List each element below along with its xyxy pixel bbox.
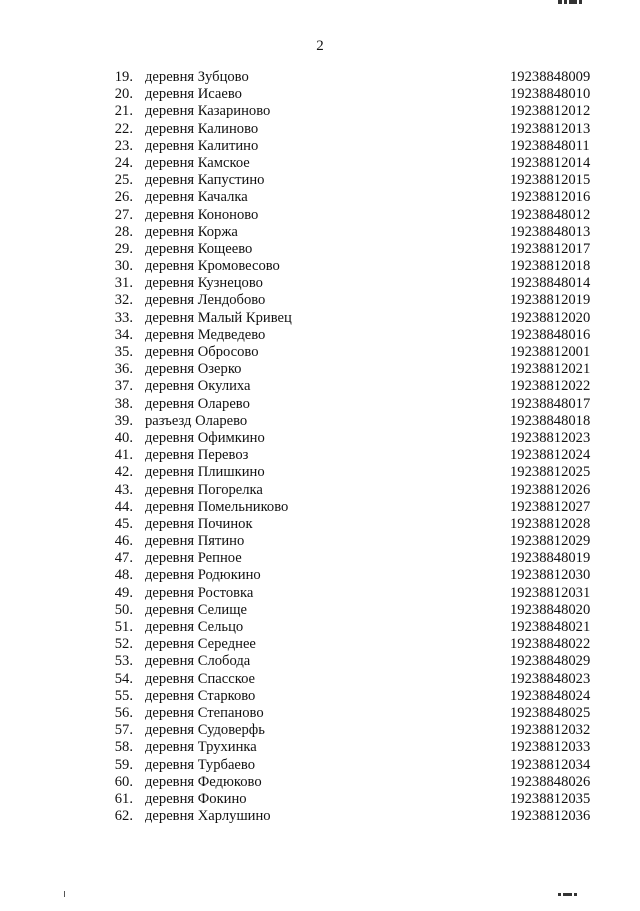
oktmo-code: 19238848010 [510, 86, 591, 103]
settlement-name: деревня Окулиха [145, 378, 251, 395]
item-number: 51. [114, 619, 133, 635]
settlement-name: деревня Казариново [145, 103, 271, 120]
list-item [0, 482, 640, 499]
list-item [0, 224, 640, 241]
page-number: 2 [316, 38, 324, 54]
list-item [0, 550, 640, 567]
oktmo-code: 19238812013 [510, 120, 591, 137]
oktmo-code: 19238812019 [510, 292, 591, 309]
oktmo-code: 19238812031 [510, 584, 591, 601]
item-number: 34. [114, 326, 133, 343]
settlement-name: деревня Зубцово [145, 69, 249, 85]
list-item [0, 636, 640, 653]
item-number: 31. [114, 275, 133, 292]
item-number: 44. [114, 498, 133, 515]
settlement-name: деревня Помельниково [145, 498, 289, 515]
settlement-name: деревня Коржа [145, 223, 238, 240]
list-item [0, 808, 640, 825]
item-number: 50. [114, 601, 133, 618]
settlement-name: деревня Кононово [145, 206, 259, 223]
settlement-name: деревня Малый Кривец [145, 309, 292, 326]
settlement-name: деревня Слобода [145, 653, 251, 670]
oktmo-code: 19238848014 [510, 275, 591, 292]
settlement-name: деревня Селище [145, 601, 247, 618]
oktmo-code: 19238812034 [510, 756, 591, 773]
item-number: 38. [114, 395, 133, 412]
item-number: 21. [114, 103, 133, 120]
scan-mark-top [558, 0, 584, 5]
oktmo-code: 19238812021 [510, 361, 591, 378]
item-number: 29. [114, 240, 133, 257]
oktmo-code: 19238848012 [510, 206, 591, 223]
list-item [0, 121, 640, 138]
oktmo-code: 19238848021 [510, 619, 591, 635]
oktmo-code: 19238848009 [510, 69, 591, 85]
list-item [0, 705, 640, 722]
oktmo-code: 19238812023 [510, 429, 591, 446]
oktmo-code: 19238848026 [510, 773, 591, 790]
oktmo-code: 19238848020 [510, 601, 591, 618]
item-number: 23. [114, 137, 133, 154]
list-item [0, 602, 640, 619]
oktmo-code: 19238812032 [510, 722, 591, 739]
oktmo-code: 19238848018 [510, 412, 591, 429]
oktmo-code: 19238848022 [510, 636, 591, 653]
list-item [0, 138, 640, 155]
list-item [0, 619, 640, 636]
oktmo-code: 19238812024 [510, 447, 591, 464]
settlement-name: деревня Капустино [145, 172, 265, 189]
item-number: 24. [114, 154, 133, 171]
item-number: 19. [114, 69, 133, 85]
list-item [0, 258, 640, 275]
list-item [0, 567, 640, 584]
oktmo-code: 19238812016 [510, 189, 591, 206]
list-item [0, 413, 640, 430]
oktmo-code: 19238848029 [510, 653, 591, 670]
list-item [0, 275, 640, 292]
list-item [0, 155, 640, 172]
settlement-name: деревня Камское [145, 154, 250, 171]
item-number: 25. [114, 172, 133, 189]
settlement-name: деревня Середнее [145, 636, 256, 653]
oktmo-code: 19238812030 [510, 567, 591, 584]
item-number: 62. [114, 808, 133, 825]
settlement-name: деревня Репное [145, 550, 242, 567]
oktmo-code: 19238812033 [510, 739, 591, 756]
list-item [0, 378, 640, 395]
settlement-name: деревня Кощеево [145, 240, 253, 257]
settlement-name: деревня Кузнецово [145, 275, 263, 292]
settlement-name: деревня Оларево [145, 395, 250, 412]
item-number: 48. [114, 567, 133, 584]
list-item [0, 344, 640, 361]
settlement-name: деревня Медведево [145, 326, 266, 343]
oktmo-code: 19238848017 [510, 395, 591, 412]
oktmo-code: 19238848016 [510, 326, 591, 343]
list-item [0, 533, 640, 550]
list-item [0, 516, 640, 533]
oktmo-code: 19238812012 [510, 103, 591, 120]
list-item [0, 499, 640, 516]
settlement-name: деревня Степаново [145, 704, 264, 721]
list-item [0, 774, 640, 791]
settlement-name: деревня Родюкино [145, 567, 261, 584]
scan-mark-bottom-left [64, 891, 65, 897]
oktmo-code: 19238812018 [510, 258, 591, 275]
item-number: 61. [114, 790, 133, 807]
settlement-name: деревня Озерко [145, 361, 242, 378]
oktmo-code: 19238848011 [510, 137, 590, 154]
list-item [0, 103, 640, 120]
settlement-name: деревня Старково [145, 687, 256, 704]
scan-mark-bottom-right [558, 893, 580, 899]
item-number: 53. [114, 653, 133, 670]
list-item [0, 86, 640, 103]
list-item [0, 396, 640, 413]
list-item [0, 292, 640, 309]
settlement-name: деревня Калитино [145, 137, 259, 154]
item-number: 36. [114, 361, 133, 378]
settlement-name: деревня Лендобово [145, 292, 266, 309]
oktmo-code: 19238812022 [510, 378, 591, 395]
item-number: 43. [114, 481, 133, 498]
item-number: 35. [114, 344, 133, 360]
list-item [0, 739, 640, 756]
list-item [0, 69, 640, 86]
settlement-name: деревня Кромовесово [145, 258, 280, 275]
item-number: 41. [114, 447, 133, 464]
oktmo-code: 19238848023 [510, 670, 591, 687]
item-number: 37. [114, 378, 133, 395]
settlement-name: деревня Ростовка [145, 584, 254, 601]
settlement-name: деревня Исаево [145, 86, 242, 103]
settlement-name: деревня Спасское [145, 670, 256, 687]
list-item [0, 172, 640, 189]
list-item [0, 653, 640, 670]
oktmo-code: 19238848025 [510, 704, 591, 721]
item-number: 59. [114, 756, 133, 773]
settlement-name: деревня Погорелка [145, 481, 263, 498]
item-number: 26. [114, 189, 133, 206]
list-item [0, 241, 640, 258]
oktmo-code: 19238812017 [510, 240, 591, 257]
list-item [0, 327, 640, 344]
list-item [0, 688, 640, 705]
item-number: 42. [114, 464, 133, 481]
list-item [0, 722, 640, 739]
settlement-name: деревня Обросово [145, 344, 259, 360]
item-number: 46. [114, 533, 133, 550]
oktmo-code: 19238848024 [510, 687, 591, 704]
item-number: 33. [114, 309, 133, 326]
item-number: 54. [114, 670, 133, 687]
item-number: 45. [114, 515, 133, 532]
list-item [0, 361, 640, 378]
oktmo-code: 19238812035 [510, 790, 591, 807]
list-item [0, 310, 640, 327]
item-number: 28. [114, 223, 133, 240]
list-item [0, 757, 640, 774]
oktmo-code: 19238812036 [510, 808, 591, 825]
oktmo-code: 19238812020 [510, 309, 591, 326]
item-number: 20. [114, 86, 133, 103]
settlement-name: деревня Калиново [145, 120, 259, 137]
item-number: 52. [114, 636, 133, 653]
oktmo-code: 19238812026 [510, 481, 591, 498]
oktmo-code: 19238812029 [510, 533, 591, 550]
settlement-name: деревня Плишкино [145, 464, 265, 481]
settlement-list [0, 69, 640, 825]
oktmo-code: 19238812028 [510, 515, 591, 532]
list-item [0, 430, 640, 447]
item-number: 27. [114, 206, 133, 223]
settlement-name: деревня Турбаево [145, 756, 255, 773]
oktmo-code: 19238812025 [510, 464, 591, 481]
settlement-name: деревня Трухинка [145, 739, 257, 756]
settlement-name: деревня Сельцо [145, 619, 244, 635]
list-item [0, 447, 640, 464]
item-number: 47. [114, 550, 133, 567]
oktmo-code: 19238812001 [510, 344, 591, 360]
settlement-name: деревня Судоверфь [145, 722, 265, 739]
settlement-name: деревня Качалка [145, 189, 248, 206]
list-item [0, 464, 640, 481]
item-number: 56. [114, 704, 133, 721]
settlement-name: деревня Починок [145, 515, 253, 532]
oktmo-code: 19238812014 [510, 154, 591, 171]
oktmo-code: 19238812027 [510, 498, 591, 515]
list-item [0, 791, 640, 808]
item-number: 58. [114, 739, 133, 756]
settlement-name: деревня Фокино [145, 790, 247, 807]
settlement-name: деревня Федюково [145, 773, 262, 790]
oktmo-code: 19238848019 [510, 550, 591, 567]
item-number: 55. [114, 687, 133, 704]
settlement-name: деревня Перевоз [145, 447, 249, 464]
settlement-name: деревня Харлушино [145, 808, 271, 825]
list-item [0, 207, 640, 224]
settlement-name: разъезд Оларево [145, 412, 248, 429]
list-item [0, 585, 640, 602]
item-number: 60. [114, 773, 133, 790]
settlement-name: деревня Пятино [145, 533, 245, 550]
item-number: 39. [114, 412, 133, 429]
oktmo-code: 19238812015 [510, 172, 591, 189]
settlement-name: деревня Офимкино [145, 429, 265, 446]
list-item [0, 671, 640, 688]
item-number: 40. [114, 429, 133, 446]
item-number: 32. [114, 292, 133, 309]
item-number: 49. [114, 584, 133, 601]
item-number: 22. [114, 120, 133, 137]
oktmo-code: 19238848013 [510, 223, 591, 240]
item-number: 57. [114, 722, 133, 739]
item-number: 30. [114, 258, 133, 275]
list-item [0, 189, 640, 206]
